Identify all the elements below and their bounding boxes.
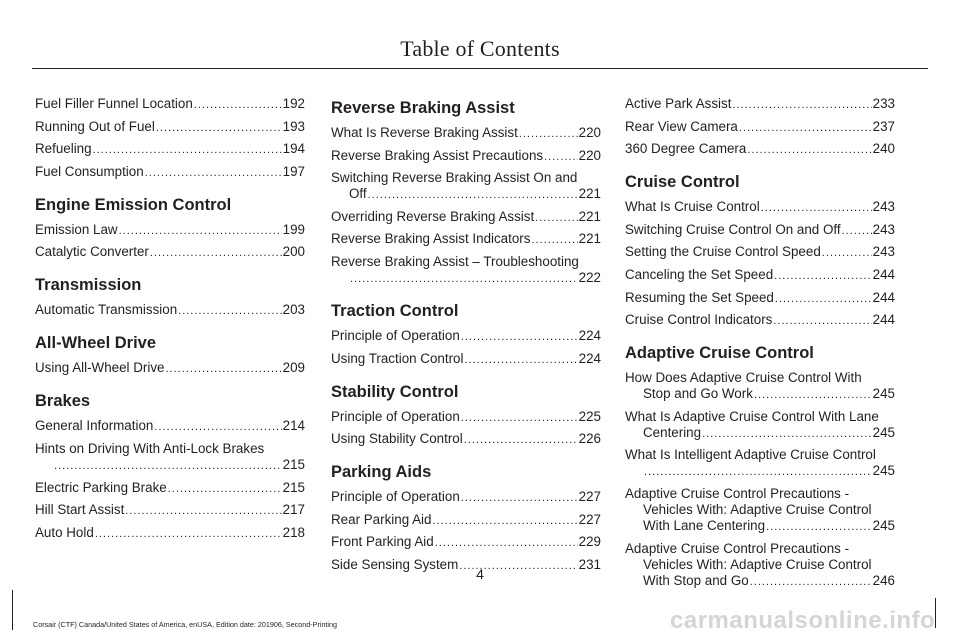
toc-page-number: 222 (578, 269, 601, 285)
dot-leader (432, 513, 577, 529)
toc-entry[interactable] (625, 96, 895, 113)
toc-page-number: 197 (282, 163, 305, 179)
toc-entry[interactable] (625, 290, 895, 307)
toc-entry[interactable] (625, 447, 895, 480)
toc-entry[interactable] (331, 431, 601, 448)
dot-leader (145, 165, 282, 181)
toc-page-number: 227 (578, 489, 601, 505)
toc-entry-title: Automatic Transmission (35, 302, 178, 318)
toc-page-number: 231 (578, 556, 601, 572)
toc-entry[interactable] (35, 244, 305, 261)
toc-page-number: 229 (578, 534, 601, 550)
toc-entry[interactable] (625, 199, 895, 216)
dot-leader (754, 387, 872, 403)
toc-entry-title: Principle of Operation (331, 327, 460, 343)
dot-leader (194, 97, 282, 113)
toc-page-number: 215 (282, 456, 305, 472)
toc-page-number: 221 (578, 186, 601, 202)
edition-footer: Corsair (CTF) Canada/United States of America, enUSA, Edition date: 201906, Second-Printing (33, 620, 338, 629)
toc-entry[interactable] (331, 351, 601, 368)
toc-page-number: 245 (872, 386, 895, 402)
toc-page-number: 244 (872, 312, 895, 328)
toc-page-number: 214 (282, 418, 305, 434)
toc-entry[interactable] (35, 222, 305, 239)
toc-entry-title: Rear View Camera (625, 118, 738, 134)
toc-page-number: 245 (872, 463, 895, 479)
toc-entry-title: General Information (35, 418, 154, 434)
dot-leader (464, 432, 578, 448)
dot-leader (822, 245, 872, 261)
toc-entry-title: Catalytic Converter (35, 244, 149, 260)
toc-entry[interactable] (35, 141, 305, 158)
toc-entry-title: Front Parking Aid (331, 534, 434, 550)
toc-entry[interactable] (331, 512, 601, 529)
toc-entry[interactable] (35, 119, 305, 136)
toc-column-1 (35, 96, 305, 547)
toc-entry[interactable] (35, 96, 305, 113)
dot-leader (644, 464, 872, 480)
section-heading: Engine Emission Control (35, 195, 232, 214)
toc-entry-line: What Is Intelligent Adaptive Cruise Control (625, 447, 876, 463)
dot-leader (766, 519, 872, 535)
dot-leader (732, 97, 871, 113)
toc-entry-title: Refueling (35, 141, 92, 157)
toc-entry-title: Centering (643, 424, 702, 440)
toc-entry[interactable] (35, 164, 305, 181)
toc-entry-title: Reverse Braking Assist Indicators (331, 231, 531, 247)
toc-entry-title: What Is Cruise Control (625, 199, 760, 215)
dot-leader (178, 303, 282, 319)
toc-entry-title: Switching Cruise Control On and Off (625, 221, 841, 237)
toc-entry[interactable] (625, 370, 895, 403)
toc-entry-line: Vehicles With: Adaptive Cruise Control (643, 556, 872, 572)
toc-entry-title: Using Traction Control (331, 350, 464, 366)
dot-leader (461, 410, 578, 426)
toc-entry-title: Emission Law (35, 221, 118, 237)
dot-leader (150, 245, 282, 261)
section-heading: Traction Control (331, 301, 459, 320)
dot-leader (775, 291, 872, 307)
toc-page-number: 244 (872, 266, 895, 282)
toc-entry[interactable] (35, 441, 305, 474)
dot-leader (519, 126, 578, 142)
toc-page-number: 245 (872, 424, 895, 440)
crop-mark-left (12, 590, 13, 630)
toc-entry[interactable] (331, 254, 601, 287)
dot-leader (773, 313, 871, 329)
toc-entry-title: Using All-Wheel Drive (35, 360, 165, 376)
toc-entry[interactable] (625, 267, 895, 284)
toc-entry[interactable] (331, 209, 601, 226)
dot-leader (535, 210, 577, 226)
toc-column-3 (625, 96, 895, 595)
toc-entry-title: 360 Degree Camera (625, 141, 747, 157)
toc-entry[interactable] (331, 534, 601, 551)
dot-leader (168, 481, 282, 497)
toc-entry[interactable] (35, 502, 305, 519)
toc-entry[interactable] (625, 244, 895, 261)
toc-entry-title: What Is Reverse Braking Assist (331, 125, 518, 140)
dot-leader (461, 490, 578, 506)
toc-page-number: 192 (282, 96, 305, 111)
toc-entry[interactable] (625, 486, 895, 535)
toc-entry-title: Fuel Consumption (35, 163, 144, 179)
dot-leader (761, 200, 872, 216)
toc-entry-title: Running Out of Fuel (35, 118, 155, 134)
toc-page-number: 215 (282, 479, 305, 495)
toc-page-number: 237 (872, 118, 895, 134)
dot-leader (119, 223, 282, 239)
toc-entry[interactable] (331, 328, 601, 345)
toc-page-number: 221 (578, 231, 601, 247)
dot-leader (54, 458, 282, 474)
dot-leader (461, 329, 578, 345)
toc-entry[interactable] (625, 222, 895, 239)
toc-entry-title: Principle of Operation (331, 489, 460, 505)
toc-page-number: 224 (578, 350, 601, 366)
toc-entry-title: With Stop and Go (643, 572, 749, 588)
toc-entry[interactable] (331, 170, 601, 203)
toc-entry-title: With Lane Centering (643, 517, 766, 533)
toc-page-number: 218 (282, 524, 305, 540)
dot-leader (464, 352, 577, 368)
toc-page-number: 217 (282, 502, 305, 518)
toc-page-number: 209 (282, 360, 305, 376)
section-heading: Transmission (35, 276, 142, 295)
toc-entry-title: Off (349, 186, 367, 202)
toc-page-number: 225 (578, 408, 601, 424)
section-heading: Reverse Braking Assist (331, 99, 515, 117)
toc-entry-title: Auto Hold (35, 524, 94, 540)
toc-entry-title: Overriding Reverse Braking Assist (331, 208, 535, 224)
toc-entry[interactable] (625, 141, 895, 158)
toc-entry[interactable] (331, 125, 601, 142)
section-heading: Cruise Control (625, 173, 740, 192)
section-heading: Brakes (35, 392, 91, 411)
toc-page-number: 227 (578, 511, 601, 527)
toc-entry-title: Canceling the Set Speed (625, 266, 774, 282)
dot-leader (93, 142, 282, 158)
toc-entry[interactable] (35, 302, 305, 319)
dot-leader (95, 526, 282, 542)
toc-page-number: 233 (872, 96, 895, 111)
dot-leader (435, 535, 578, 551)
toc-entry-title: Cruise Control Indicators (625, 312, 773, 328)
toc-entry[interactable] (331, 409, 601, 426)
page-title: Table of Contents (400, 36, 560, 61)
toc-entry[interactable] (331, 148, 601, 165)
toc-entry-title: Rear Parking Aid (331, 511, 432, 527)
section-heading: Parking Aids (331, 463, 432, 482)
section-heading: All-Wheel Drive (35, 334, 157, 353)
dot-leader (165, 361, 281, 377)
dot-leader (842, 223, 872, 239)
toc-column-2 (331, 96, 601, 580)
toc-entry-line: Reverse Braking Assist – Troubleshooting (331, 253, 579, 269)
toc-page-number: 220 (578, 125, 601, 140)
toc-entry-line: Vehicles With: Adaptive Cruise Control (643, 501, 872, 517)
toc-entry-title: Setting the Cruise Control Speed (625, 244, 821, 260)
section-heading: Stability Control (331, 382, 459, 401)
toc-entry-line: Adaptive Cruise Control Precautions - (625, 485, 850, 501)
toc-entry[interactable] (35, 418, 305, 435)
toc-entry[interactable] (331, 489, 601, 506)
toc-entry-title: Principle of Operation (331, 408, 460, 424)
dot-leader (156, 120, 282, 136)
toc-page-number: 200 (282, 244, 305, 260)
dot-leader (702, 426, 872, 442)
toc-entry-title: Hill Start Assist (35, 502, 125, 518)
header-rule (32, 68, 928, 69)
section-heading: Adaptive Cruise Control (625, 344, 814, 363)
page-number: 4 (476, 566, 484, 582)
toc-page-number: 240 (872, 141, 895, 157)
dot-leader (531, 232, 577, 248)
toc-entry-title: Reverse Braking Assist Precautions (331, 147, 544, 163)
toc-page-number: 224 (578, 327, 601, 343)
dot-leader (747, 142, 871, 158)
toc-entry[interactable] (331, 231, 601, 248)
dot-leader (544, 149, 578, 165)
toc-entry[interactable] (625, 409, 895, 442)
toc-entry-title: Resuming the Set Speed (625, 289, 774, 305)
toc-page-number: 244 (872, 289, 895, 305)
toc-entry[interactable] (35, 360, 305, 377)
toc-page-number: 245 (872, 517, 895, 533)
toc-page-number: 203 (282, 302, 305, 318)
dot-leader (368, 187, 578, 203)
toc-entry[interactable] (625, 312, 895, 329)
watermark: carmanualsonline.info (670, 607, 936, 634)
toc-page-number: 220 (578, 147, 601, 163)
toc-page-number: 193 (282, 118, 305, 134)
toc-entry[interactable] (35, 480, 305, 497)
toc-page-number: 243 (872, 244, 895, 260)
toc-page-number: 226 (578, 431, 601, 447)
toc-entry-line: Hints on Driving With Anti-Lock Brakes (35, 440, 265, 456)
dot-leader (350, 271, 578, 287)
toc-entry-title: Active Park Assist (625, 96, 732, 111)
toc-entry-title: Electric Parking Brake (35, 479, 167, 495)
toc-page-number: 243 (872, 221, 895, 237)
toc-entry[interactable] (625, 119, 895, 136)
toc-page-number: 194 (282, 141, 305, 157)
toc-entry-title: Fuel Filler Funnel Location (35, 96, 193, 111)
dot-leader (739, 120, 872, 136)
toc-entry-line: Adaptive Cruise Control Precautions - (625, 540, 850, 556)
toc-entry-title: Stop and Go Work (643, 386, 753, 402)
toc-page-number: 221 (578, 208, 601, 224)
toc-entry[interactable] (35, 525, 305, 542)
dot-leader (154, 419, 281, 435)
toc-entry-line: What Is Adaptive Cruise Control With Lane (625, 408, 879, 424)
toc-entry-title: Using Stability Control (331, 431, 463, 447)
dot-leader (774, 268, 872, 284)
toc-page-number: 243 (872, 199, 895, 215)
toc-page-number: 199 (282, 221, 305, 237)
dot-leader (125, 503, 281, 519)
toc-entry-line: How Does Adaptive Cruise Control With (625, 370, 862, 386)
toc-entry-title: Side Sensing System (331, 556, 459, 572)
toc-page-number: 246 (872, 572, 895, 588)
toc-entry-line: Switching Reverse Braking Assist On and (331, 170, 578, 186)
